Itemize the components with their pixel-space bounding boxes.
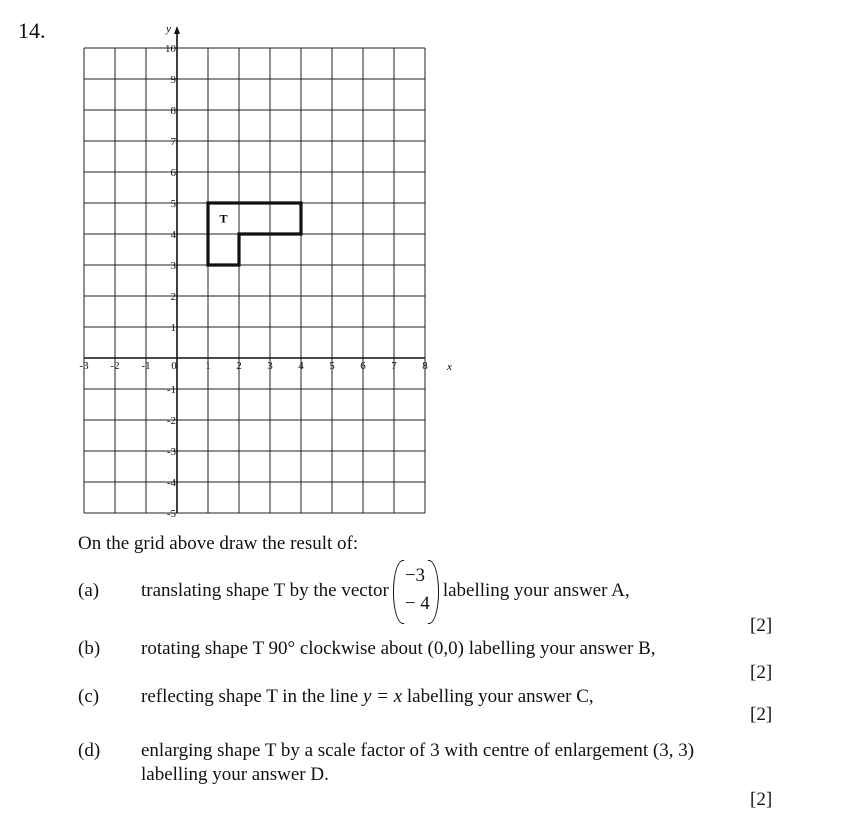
vector-top: −3 xyxy=(404,565,426,586)
part-d-label: (d) xyxy=(78,740,101,761)
x-tick-label: 1 xyxy=(205,360,211,372)
y-axis-label: y xyxy=(166,23,171,35)
y-tick-label: 2 xyxy=(170,291,176,303)
y-tick-label: 4 xyxy=(170,229,176,241)
part-a-label: (a) xyxy=(78,580,100,601)
x-tick-label: 8 xyxy=(422,360,428,372)
y-tick-label: -3 xyxy=(166,446,176,458)
part-a-text-after: labelling your answer A, xyxy=(442,580,630,601)
part-a-text xyxy=(141,562,630,620)
y-axis-arrow xyxy=(174,26,180,34)
x-tick-label: -3 xyxy=(79,360,89,372)
part-b-text: rotating shape T 90° clockwise about (0,0) labelling your answer B, xyxy=(141,638,656,659)
y-tick-label: 1 xyxy=(170,322,176,334)
y-tick-labels xyxy=(165,43,177,520)
part-b-marks: [2] xyxy=(750,662,773,683)
x-tick-label: 7 xyxy=(391,360,397,372)
x-tick-label: 4 xyxy=(298,360,304,372)
y-tick-label: 6 xyxy=(170,167,176,179)
part-a-text-before: translating shape T by the vector xyxy=(141,580,389,601)
vector-bottom: − 4 xyxy=(404,593,430,614)
question-number: 14. xyxy=(18,18,46,43)
y-tick-label: 8 xyxy=(170,105,176,117)
part-b-label: (b) xyxy=(78,638,101,659)
part-c-text xyxy=(141,685,594,709)
x-tick-label: 5 xyxy=(329,360,335,372)
y-tick-label: 9 xyxy=(170,74,176,86)
instruction-text: On the grid above draw the result of: xyxy=(78,533,359,554)
y-tick-label: 3 xyxy=(170,260,176,272)
x-tick-label: 2 xyxy=(236,360,242,372)
y-tick-label: 7 xyxy=(170,136,176,148)
y-tick-label: -5 xyxy=(166,508,176,520)
column-vector xyxy=(393,562,439,620)
x-tick-label: 0 xyxy=(171,360,177,372)
x-tick-label: -1 xyxy=(141,360,151,372)
shape-t-label: T xyxy=(219,211,228,226)
line-equation: y = x xyxy=(362,686,403,707)
left-paren xyxy=(393,560,404,624)
part-d-line2: labelling your answer D. xyxy=(141,764,329,785)
x-tick-label: 3 xyxy=(267,360,273,372)
x-tick-labels xyxy=(79,360,428,372)
y-tick-label: -2 xyxy=(166,415,176,427)
y-tick-label: -1 xyxy=(166,384,176,396)
part-d-line1: enlarging shape T by a scale factor of 3 with centre of enlargement (3, 3) xyxy=(141,740,695,761)
part-c-label: (c) xyxy=(78,686,100,707)
x-tick-label: -2 xyxy=(110,360,120,372)
x-axis-label: x xyxy=(447,361,452,373)
x-tick-label: 6 xyxy=(360,360,366,372)
axes xyxy=(84,26,425,513)
y-tick-label: -4 xyxy=(166,477,176,489)
y-tick-label: 10 xyxy=(165,43,176,55)
grid-lines xyxy=(84,48,425,513)
part-c-text-after: labelling your answer C, xyxy=(406,686,594,707)
part-c-marks: [2] xyxy=(750,704,773,725)
part-d-marks: [2] xyxy=(750,789,773,810)
right-paren xyxy=(428,560,439,624)
part-c-text-before: reflecting shape T in the line xyxy=(141,686,359,707)
part-a-marks: [2] xyxy=(750,615,773,636)
y-tick-label: 5 xyxy=(170,198,176,210)
